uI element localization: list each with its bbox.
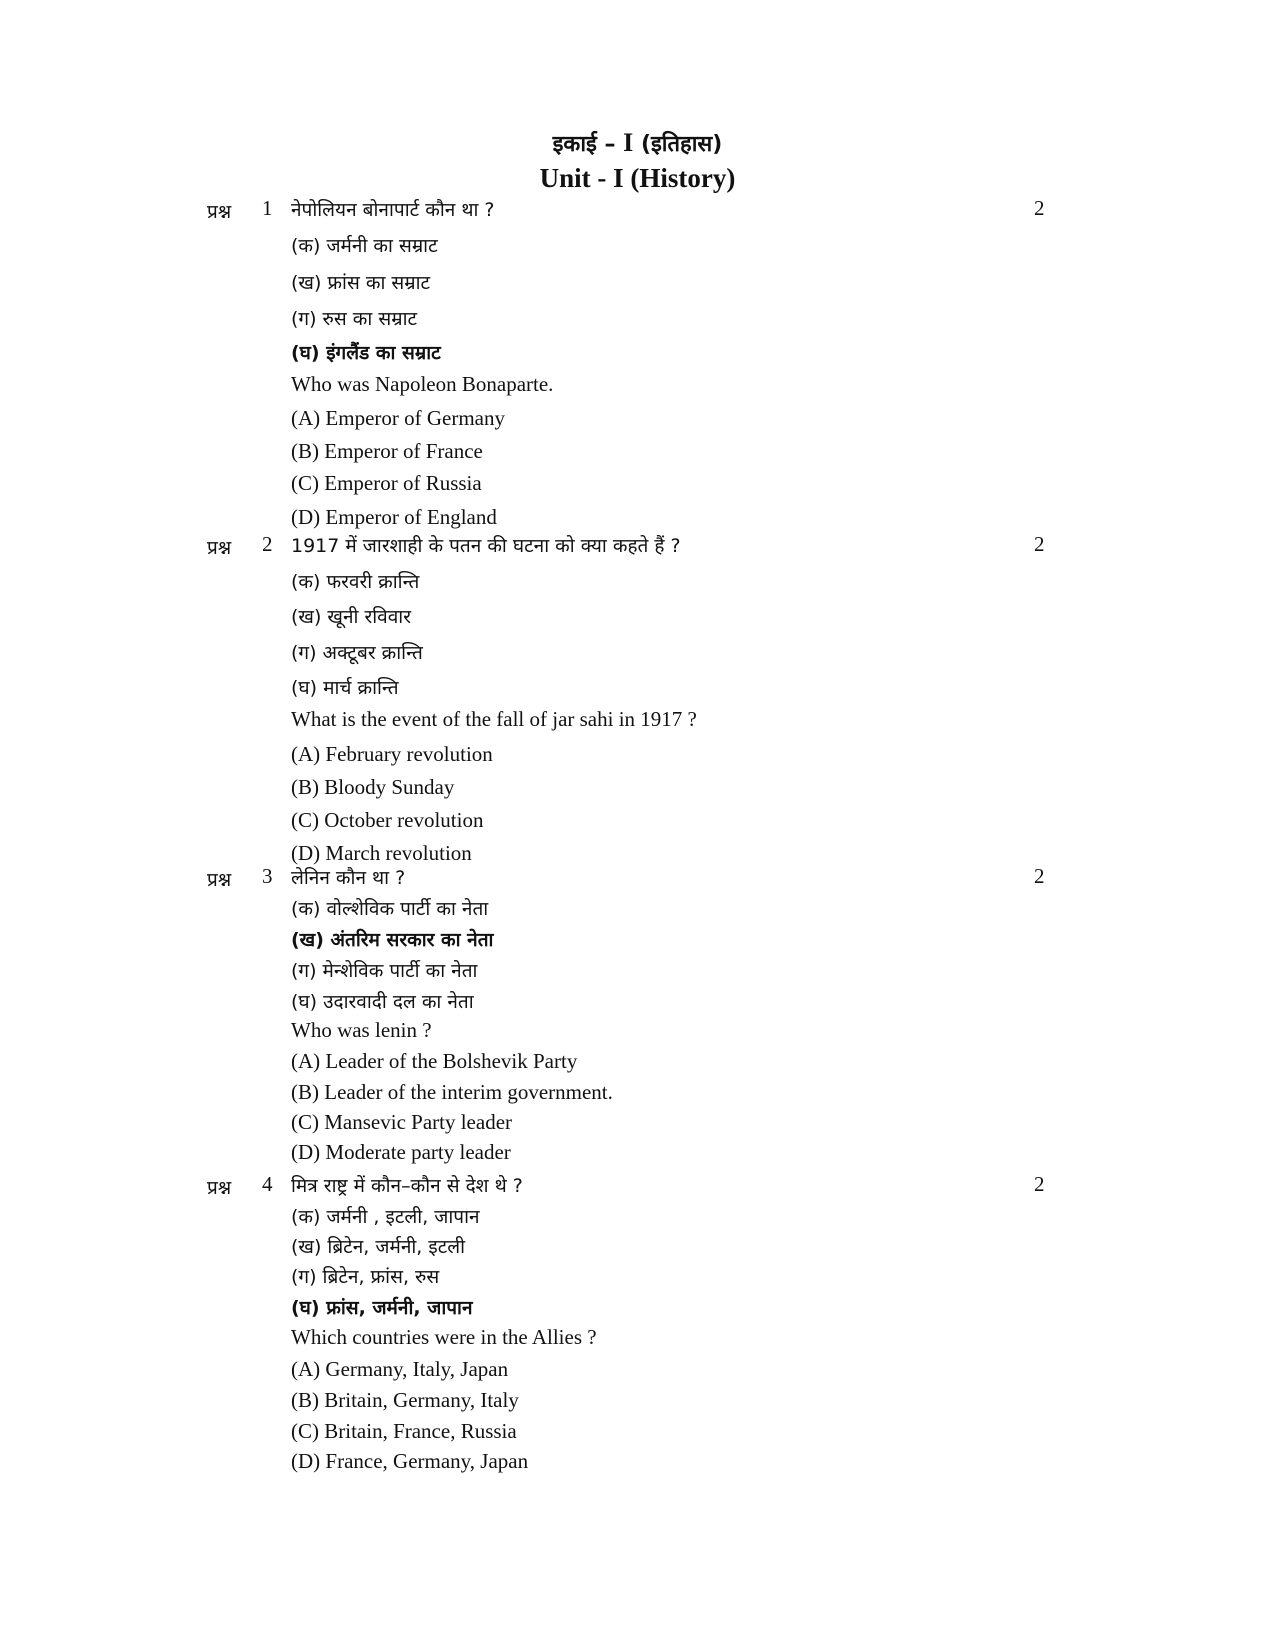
- question-text-hindi: लेनिन कौन था ?: [291, 867, 406, 889]
- unit-title-hindi: [0, 128, 1275, 158]
- question-label: प्रश्न: [207, 869, 232, 891]
- question-marks: 2: [1034, 196, 1045, 220]
- question-number: 4: [262, 1172, 273, 1196]
- option-english: (B) Emperor of France: [291, 439, 483, 463]
- question-label: प्रश्न: [207, 1177, 232, 1199]
- option-hindi: (क) वोल्शेविक पार्टी का नेता: [291, 898, 489, 920]
- option-hindi: (क) जर्मनी का सम्राट: [291, 235, 438, 257]
- option-english: (D) March revolution: [291, 841, 472, 865]
- unit-title-roman: I: [623, 128, 634, 157]
- option-hindi: (ख) खूनी रविवार: [291, 606, 411, 628]
- unit-title-hindi-suffix: (इतिहास): [640, 132, 723, 157]
- option-english: (A) Leader of the Bolshevik Party: [291, 1049, 578, 1073]
- option-english: (A) Emperor of Germany: [291, 406, 505, 430]
- option-english: (C) Mansevic Party leader: [291, 1110, 513, 1134]
- option-english: (D) France, Germany, Japan: [291, 1449, 529, 1473]
- question-label: प्रश्न: [207, 537, 232, 559]
- option-hindi: (घ) इंगलैंड का सम्राट: [291, 342, 441, 364]
- question-number: 3: [262, 864, 273, 888]
- option-hindi: (ग) रुस का सम्राट: [291, 308, 418, 330]
- option-hindi: (ग) मेन्शेविक पार्टी का नेता: [291, 960, 478, 982]
- option-english: (B) Bloody Sunday: [291, 775, 455, 799]
- option-hindi: (ख) अंतरिम सरकार का नेता: [291, 929, 494, 951]
- question-header: [0, 864, 1275, 895]
- question-text-hindi: मित्र राष्ट्र में कौन–कौन से देश थे ?: [291, 1175, 523, 1197]
- option-hindi: (ख) ब्रिटेन, जर्मनी, इटली: [291, 1236, 466, 1258]
- question-text-english: What is the event of the fall of jar sahi in 1917 ?: [291, 707, 697, 731]
- question-text-hindi: 1917 में जारशाही के पतन की घटना को क्या कहते हैं ?: [291, 535, 681, 557]
- question-block: [0, 532, 1275, 869]
- option-english: (A) Germany, Italy, Japan: [291, 1357, 509, 1381]
- option-english: (B) Leader of the interim government.: [291, 1080, 613, 1104]
- question-marks: 2: [1034, 532, 1045, 556]
- option-english: (D) Emperor of England: [291, 505, 497, 529]
- unit-title-hindi-prefix: इकाई –: [552, 132, 616, 157]
- option-english: (C) Britain, France, Russia: [291, 1419, 517, 1443]
- question-number: 2: [262, 532, 273, 556]
- question-text-english: Who was Napoleon Bonaparte.: [291, 372, 554, 396]
- option-hindi: (घ) मार्च क्रान्ति: [291, 677, 399, 699]
- question-number: 1: [262, 196, 273, 220]
- option-english: (D) Moderate party leader: [291, 1140, 511, 1164]
- question-block: [0, 196, 1275, 535]
- option-hindi: (क) फरवरी क्रान्ति: [291, 571, 420, 593]
- unit-title-english: Unit - I (History): [539, 163, 736, 193]
- option-english: (C) Emperor of Russia: [291, 471, 482, 495]
- question-block: [0, 864, 1275, 1170]
- option-english: (C) October revolution: [291, 808, 484, 832]
- option-english: (A) February revolution: [291, 742, 493, 766]
- option-hindi: (घ) फ्रांस, जर्मनी, जापान: [291, 1297, 473, 1319]
- question-text-hindi: नेपोलियन बोनापार्ट कौन था ?: [291, 199, 495, 221]
- question-text-english: Who was lenin ?: [291, 1018, 432, 1042]
- question-text-english: Which countries were in the Allies ?: [291, 1325, 597, 1349]
- question-header: [0, 532, 1275, 568]
- question-header: [0, 196, 1275, 232]
- option-hindi: (ख) फ्रांस का सम्राट: [291, 272, 431, 294]
- question-marks: 2: [1034, 864, 1045, 888]
- question-header: [0, 1172, 1275, 1203]
- option-english: (B) Britain, Germany, Italy: [291, 1388, 519, 1412]
- option-hindi: (क) जर्मनी , इटली, जापान: [291, 1206, 480, 1228]
- question-label: प्रश्न: [207, 201, 232, 223]
- option-hindi: (घ) उदारवादी दल का नेता: [291, 991, 474, 1013]
- question-marks: 2: [1034, 1172, 1045, 1196]
- option-hindi: (ग) अक्टूबर क्रान्ति: [291, 642, 423, 664]
- option-hindi: (ग) ब्रिटेन, फ्रांस, रुस: [291, 1266, 440, 1288]
- question-block: [0, 1172, 1275, 1479]
